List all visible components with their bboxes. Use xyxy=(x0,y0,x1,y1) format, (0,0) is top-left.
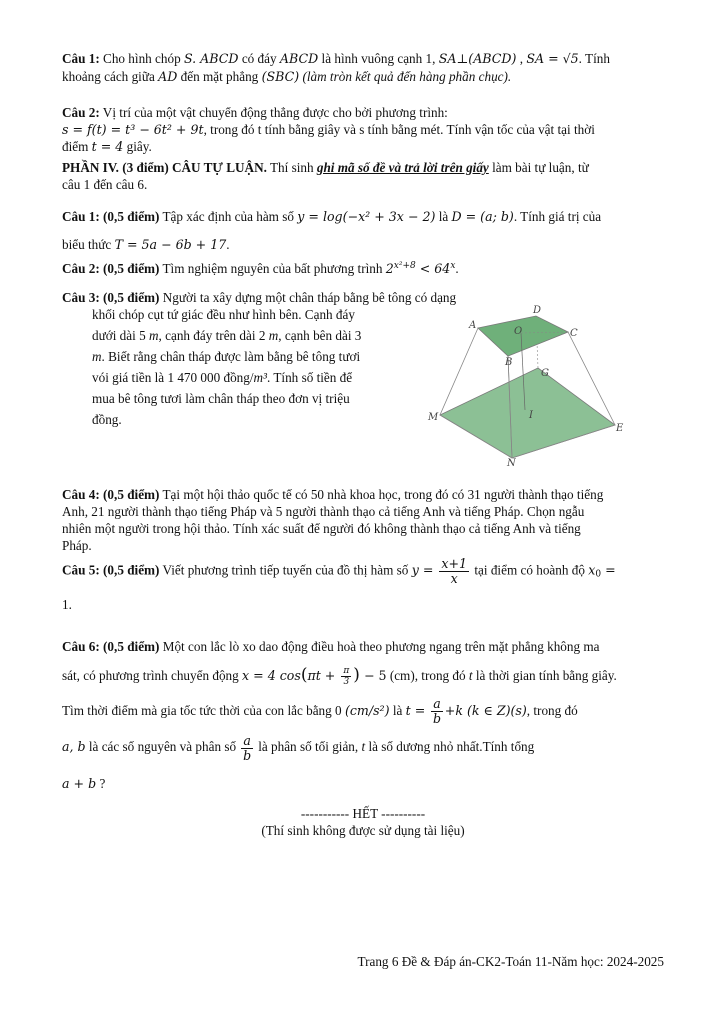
text: Thí sinh xyxy=(266,160,317,175)
label-I: I xyxy=(529,410,533,421)
label-B: B xyxy=(505,357,513,368)
text: Viết phương trình tiếp tuyến của đồ thị hàm số xyxy=(159,562,412,578)
fraction-denominator: x xyxy=(450,571,458,586)
label-N: N xyxy=(507,458,516,469)
prev-question-2 xyxy=(62,104,664,155)
text: , xyxy=(516,51,527,66)
text: là xyxy=(389,703,406,718)
question-label: Câu 2: xyxy=(62,105,100,120)
end-note: (Thí sinh không được sử dụng tài liệu) xyxy=(261,823,465,838)
label-D: D xyxy=(533,305,542,316)
fraction-denominator: 3 xyxy=(343,677,350,688)
question-label: Câu 2: (0,5 điểm) xyxy=(62,261,160,276)
text: là xyxy=(435,209,452,224)
text: là số dương nhỏ nhất.Tính tổng xyxy=(365,739,535,755)
text: Tìm thời điểm mà gia tốc tức thời của con lắc bằng 0 xyxy=(62,703,345,718)
instruction-emphasis: ghi mã số đề và trả lời trên giấy xyxy=(316,160,489,175)
label-A: A xyxy=(469,320,477,331)
text: , trong đó xyxy=(526,703,578,718)
math: x xyxy=(588,562,596,578)
unit: m xyxy=(92,349,102,364)
math-subscript: 0 xyxy=(595,569,602,580)
page-footer: Trang 6 Đề & Đáp án-CK2-Toán 11-Năm học: 2024-2025 xyxy=(357,954,664,969)
text: nhiên một người trong hội thảo. Tính xác suất để người đó không thành thạo cả tiếng Anh và tiếng xyxy=(62,521,581,536)
prev-question-1 xyxy=(62,50,664,85)
text: Người ta xây dựng một chân tháp bằng bê tông có dạng xyxy=(159,290,457,305)
question-1 xyxy=(62,205,664,257)
text: là thời gian tính bằng giây. xyxy=(472,668,617,683)
question-label: Câu 1: xyxy=(62,51,100,66)
math: − 5 xyxy=(359,668,387,683)
text: giây. xyxy=(123,139,152,154)
text: Tập xác định của hàm số xyxy=(159,209,298,224)
text: . Tính số tiền để xyxy=(267,370,353,385)
math: y = xyxy=(411,562,438,578)
text: Anh, 21 người thành thạo tiếng Pháp và 5 người thành thạo cả tiếng Anh và tiếng Pháp. Chọn ngẫu xyxy=(62,504,585,519)
text: là các số nguyên và phân số xyxy=(85,739,240,755)
math: t xyxy=(468,668,473,683)
text: (làm tròn kết quả đến hàng phần chục). xyxy=(299,69,512,84)
label-M: M xyxy=(428,412,439,423)
math: πt + xyxy=(307,668,340,683)
text: khoảng cách giữa xyxy=(62,69,159,84)
unit: m xyxy=(268,328,279,343)
question-label: Câu 4: (0,5 điểm) xyxy=(62,487,160,502)
text: Một con lắc lò xo dao động điều hoà theo phương ngang trên mặt phẳng không ma xyxy=(159,639,600,654)
math: t xyxy=(361,739,366,755)
text: đến mặt phẳng xyxy=(177,69,262,84)
math: S. ABCD xyxy=(184,51,239,66)
math: s = f(t) = t³ − 6t² + 9t xyxy=(62,122,204,137)
text: . Tính xyxy=(578,51,610,66)
fraction-numerator: x+1 xyxy=(441,556,468,571)
math: = xyxy=(601,562,616,578)
text: Pháp. xyxy=(62,538,92,553)
math: x = 4 cos xyxy=(242,668,301,683)
label-C: C xyxy=(570,328,578,339)
question-label: Câu 1: (0,5 điểm) xyxy=(62,209,160,224)
fraction xyxy=(431,697,443,726)
text: , trong đó t tính bằng giây và s tính bằng mét. Tính vận tốc của vật tại thời xyxy=(203,122,595,137)
math: a, b xyxy=(62,739,86,755)
text: vói giá tiền là 1 470 000 đồng/ xyxy=(92,370,254,385)
math: a + b xyxy=(62,775,97,791)
unit: (cm/s²) xyxy=(344,703,390,718)
fraction-denominator: b xyxy=(243,747,252,763)
text: Tại một hội thảo quốc tế có 50 nhà khoa học, trong đó có 31 người thành thạo tiếng xyxy=(159,487,604,502)
fraction-numerator: a xyxy=(243,732,251,748)
math: (SBC) xyxy=(261,69,300,84)
text: , cạnh đáy trên dài 2 xyxy=(158,328,269,343)
fraction-numerator: π xyxy=(343,666,350,677)
math: T = 5a − 6b + 17 xyxy=(114,237,227,252)
text: . xyxy=(455,261,459,276)
frustum-pyramid-figure xyxy=(420,300,630,470)
text: khối chóp cụt tứ giác đều như hình bên. Cạnh đáy xyxy=(92,307,355,322)
text: Cho hình chóp xyxy=(99,51,184,66)
question-label: Câu 6: (0,5 điểm) xyxy=(62,639,160,654)
label-G: G xyxy=(541,368,549,379)
text: đồng. xyxy=(92,412,122,427)
math-exponent: x²+8 xyxy=(393,261,416,271)
text: dưới dài 5 xyxy=(92,328,149,343)
paren-open: ( xyxy=(300,665,308,685)
label-E: E xyxy=(616,423,624,434)
math-exponent: x xyxy=(450,261,456,271)
fraction xyxy=(439,557,469,586)
text: là hình vuông cạnh 1, xyxy=(318,51,439,66)
section-title: PHẦN IV. (3 điểm) CÂU TỰ LUẬN. xyxy=(62,160,267,175)
text: sát, có phương trình chuyển động xyxy=(62,668,243,683)
text: 1. xyxy=(62,597,72,612)
fraction xyxy=(241,734,253,763)
question-label: Câu 3: (0,5 điểm) xyxy=(62,290,160,305)
end-marker: ----------- HẾT ---------- xyxy=(300,806,426,821)
text: . xyxy=(226,237,230,252)
math: y = log(−x² + 3x − 2) xyxy=(297,209,436,224)
math: t = 4 xyxy=(91,139,124,154)
math: D = (a; b) xyxy=(451,209,514,224)
label-O: O xyxy=(514,326,523,337)
math: t = xyxy=(405,703,430,718)
unit: m xyxy=(148,328,159,343)
text: mua bê tông tươi làm chân tháp theo đơn vị triệu xyxy=(92,391,350,406)
question-2 xyxy=(62,260,664,277)
math: ABCD xyxy=(279,51,319,66)
unit: m³ xyxy=(253,370,268,385)
fraction-numerator: a xyxy=(433,696,441,712)
text: . Biết rằng chân tháp được làm bằng bê tông tươi xyxy=(101,349,361,364)
question-label: Câu 5: (0,5 điểm) xyxy=(62,562,160,578)
text: , cạnh bên dài 3 xyxy=(278,328,362,343)
text: Vị trí của một vật chuyển động thẳng được cho bởi phương trình: xyxy=(99,105,448,120)
math: SA = √5 xyxy=(526,51,579,66)
text: tại điểm có hoành độ xyxy=(471,562,589,578)
fraction xyxy=(341,666,351,687)
text: Tìm nghiệm nguyên của bất phương trình xyxy=(159,261,386,276)
text: biểu thức xyxy=(62,237,115,252)
math: +k (k ∈ Z)(s) xyxy=(444,703,527,718)
fraction-denominator: b xyxy=(432,711,442,727)
question-4 xyxy=(62,486,664,554)
text: là phân số tối giản, xyxy=(254,739,362,755)
text: làm bài tự luận, từ xyxy=(488,160,589,175)
text: có đáy xyxy=(238,51,280,66)
math: AD xyxy=(158,69,178,84)
text: ? xyxy=(96,775,106,791)
math: SA⊥(ABCD) xyxy=(438,51,517,66)
math: < 64 xyxy=(415,261,451,276)
math: 2 xyxy=(385,261,394,276)
text: điểm xyxy=(62,139,92,154)
text: . Tính giá trị của xyxy=(513,209,602,224)
part-4-heading xyxy=(62,159,664,193)
text: câu 1 đến câu 6. xyxy=(62,177,148,192)
question-6 xyxy=(62,632,664,798)
question-5 xyxy=(62,557,664,613)
paren-close: ) xyxy=(353,665,360,685)
text: (cm), trong đó xyxy=(386,668,469,683)
